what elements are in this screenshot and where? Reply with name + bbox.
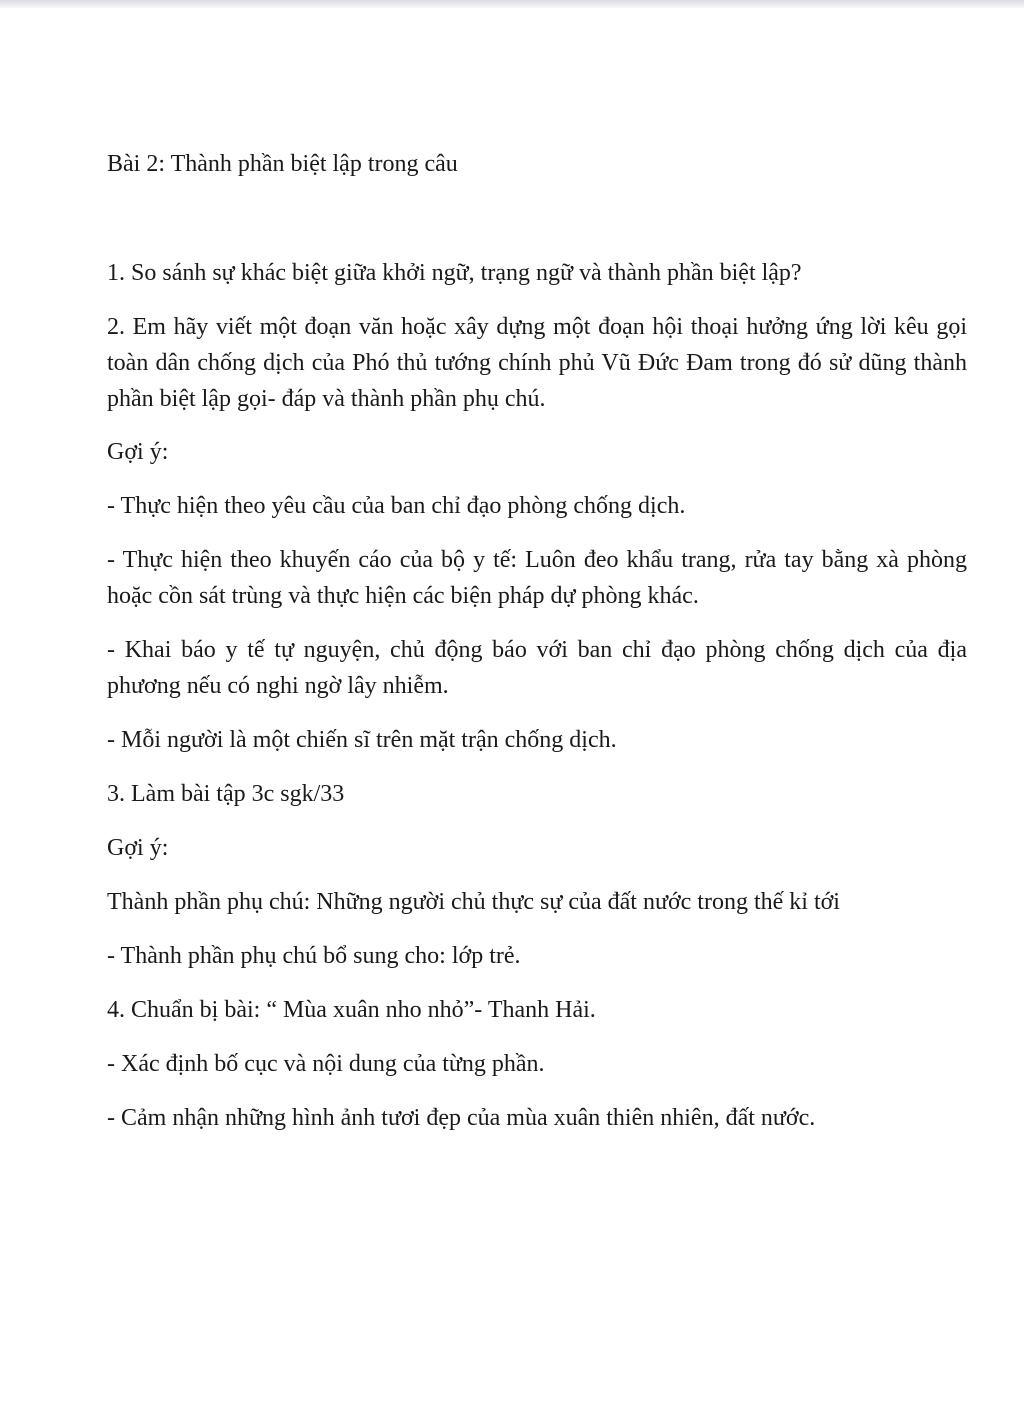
page-top-edge	[0, 0, 1024, 9]
hint-item: - Thực hiện theo khuyến cáo của bộ y tế: Luôn đeo khẩu trang, rửa tay bằng xà phòng hoặc cồn sát trùng và thực hiện các biện pháp dự phòng khác.	[107, 547, 967, 609]
hint-item: - Thực hiện theo yêu cầu của ban chỉ đạo phòng chống dịch.	[107, 493, 686, 519]
question-1: 1. So sánh sự khác biệt giữa khởi ngữ, trạng ngữ và thành phần biệt lập?	[107, 260, 802, 286]
task-item: - Xác định bố cục và nội dung của từng phần.	[107, 1051, 545, 1077]
hint-label: Gợi ý:	[107, 835, 169, 861]
document-title: Bài 2: Thành phần biệt lập trong câu	[107, 151, 458, 177]
question-3: 3. Làm bài tập 3c sgk/33	[107, 781, 345, 807]
task-item: - Cảm nhận những hình ảnh tươi đẹp của mùa xuân thiên nhiên, đất nước.	[107, 1105, 816, 1131]
hint-text: Thành phần phụ chú: Những người chủ thực sự của đất nước trong thế kỉ tới	[107, 889, 840, 915]
question-4: 4. Chuẩn bị bài: “ Mùa xuân nho nhỏ”- Thanh Hải.	[107, 997, 596, 1023]
question-2: 2. Em hãy viết một đoạn văn hoặc xây dựng một đoạn hội thoại hưởng ứng lời kêu gọi toàn dân chống dịch của Phó thủ tướng chính phủ Vũ Đức Đam trong đó sử dũng thành phần biệt lập gọi- đáp và thành phần phụ chú.	[107, 314, 967, 412]
hint-text: - Thành phần phụ chú bổ sung cho: lớp trẻ.	[107, 943, 521, 969]
hint-item: - Khai báo y tế tự nguyện, chủ động báo với ban chỉ đạo phòng chống dịch của địa phương nếu có nghi ngờ lây nhiễm.	[107, 637, 967, 699]
hint-item: - Mỗi người là một chiến sĩ trên mặt trận chống dịch.	[107, 727, 617, 753]
hint-label: Gợi ý:	[107, 439, 169, 465]
